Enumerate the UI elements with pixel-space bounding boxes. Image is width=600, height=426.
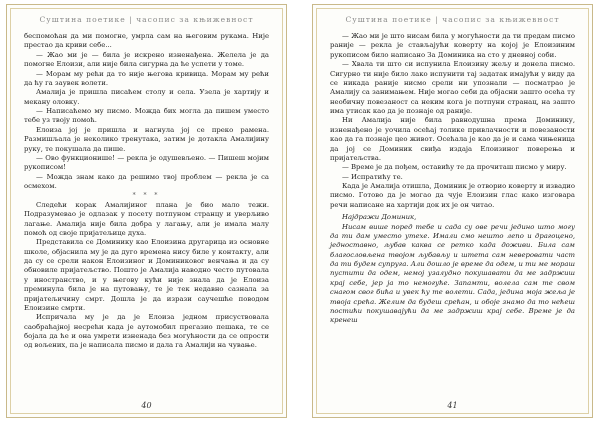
paragraph: Представила се Доминику као Елоизина другарица из основне школе, објаснила му је да дуго времена нису биле у контакту, али да су се срели након Елоизиног и Доминиковог венчања и да су обновиле пријатељство. Пошто је Амалија наводно често путовала у иностранство, и у његову кући није знала да је Елоиза преминула била је на путовању, те је тек недавно сазнала за пријатељичину смрт. Дошла је да изрази саучешће поводом Елоизине смрти. [24,238,269,312]
paragraph: — Можда знам како да решимо твој проблем — рекла је са осмехом. [24,172,269,190]
paragraph: — Морам му рећи да то није његова кривица. Морам му рећи да ћу га заувек волети. [24,69,269,87]
paragraph: беспомоћан да ми помогне, умрла сам на његовим рукама. Није престао да криви себе... [24,32,269,50]
letter-body: Нисам више поред тебе и сада су ове речи једино што могу да ти дам уместо утехе. Имали смо нешто лепо и драгоцено, једноставно, љубав каква се ретко када доживи. Била сам благословљена твојом љубављу и штета сам неверовати част да ти будем супруга. Али дошло је време да одем, и ти ме мораш пустити да одем, немој узалудно покушавати да ме задржиш крај себе, јер ја то немогуће. Запамти, волела сам те свом снагом свог бића и увек ћу те волети. Сада, једина моја жеља је твоја срећа. Желим да будеш срећан, и обоје знамо да то нећеш постићи покушавајући да ме задржиш крај себе. Време је да кренеш [330,222,575,325]
paragraph: — Жао ми је што нисам била у могућности да ти предам писмо раније — рекла је стављајући коверту на којој је Елоизиним рукописом било написано За Доминика на сто у дневној соби. [330,32,575,59]
paragraph: — Хвала ти што си испунила Елоизину жељу и донела писмо. Сигурно ти није било лако испунити тај задатак имајући у виду да се никада раније нисмо срели ни упознали — посматрао је Амалију са занимањем. Није могао себи да објасни зашто осећа ту необичну повезаност са неким кога је потпуни странац, на зашто има утисак као да је познаје од раније. [330,60,575,115]
paragraph: Испричала му је да је Елоиза једном присуствовала саобраћајној несрећи када је аутомобил прегазио пешака, те се бојала да ће и она умрети изненада без могућности да се опрости од вољених, па је написала писмо и дала га Амалији на чување. [24,313,269,350]
left-page [6,4,287,418]
section-separator: * * * [132,192,161,200]
running-head: Суштина поетике | часопис за књижевност [345,15,560,24]
running-head: Суштина поетике | часопис за књижевност [39,15,254,24]
letter-salutation: Најдражи Доминик, [342,213,417,222]
paragraph: Ни Амалија није била равнодушна према Доминику, изненађено је уочила осећај толике привлачности и повезаности као да га познаје цео живот. Осећала је као да је и сама чињеница да јој се Доминик свиђа издаја Елоизиног поверења и пријатељства. [330,116,575,162]
paragraph: Када је Амалија отишла, Доминик је отворио коверту и извадио писмо. Готово да је могао да чује Елоизин глас како изговара речи написане на хартији док их је он читао. [330,182,575,209]
right-page [312,4,593,418]
paragraph: Амалија је пришла писаћем столу и села. Узела је хартију и мекану оловку. [24,88,269,106]
paragraph: Следећи корак Амалијиног плана је био мало тежи. Подразумевао је одлазак у посету потпуном странцу и уверљиво лагање. Амалија није била добра у лагању, али је имала малу помоћ од своје пријатељице духа. [24,200,269,237]
left-page-text [24,32,269,351]
page-number: 40 [141,401,152,410]
page-number: 41 [447,401,458,410]
paragraph: — Ово функционише! — рекла је одушевљено. — Пишеш мојим рукописом! [24,153,269,172]
right-page-text [330,32,575,326]
paragraph: — Написаћемо му писмо. Можда бих могла да пишем уместо тебе уз твоју помоћ. [24,107,269,125]
paragraph: Елоиза јој је пришла и нагнула јој се преко рамена. Размишљала је неколико тренутака, затим је дотакла Амалијину руку, те покушала да пише. [24,125,269,153]
paragraph: — Жао ми је — била је искрено изненађена. Желела је да помогне Елоизи, али није била сигурна да ће успети у томе. [24,50,269,69]
paragraph: — Време је да пођем, оставићу те да прочиташ писмо у миру. [342,163,567,172]
paragraph: — Испратићу те. [342,172,403,181]
